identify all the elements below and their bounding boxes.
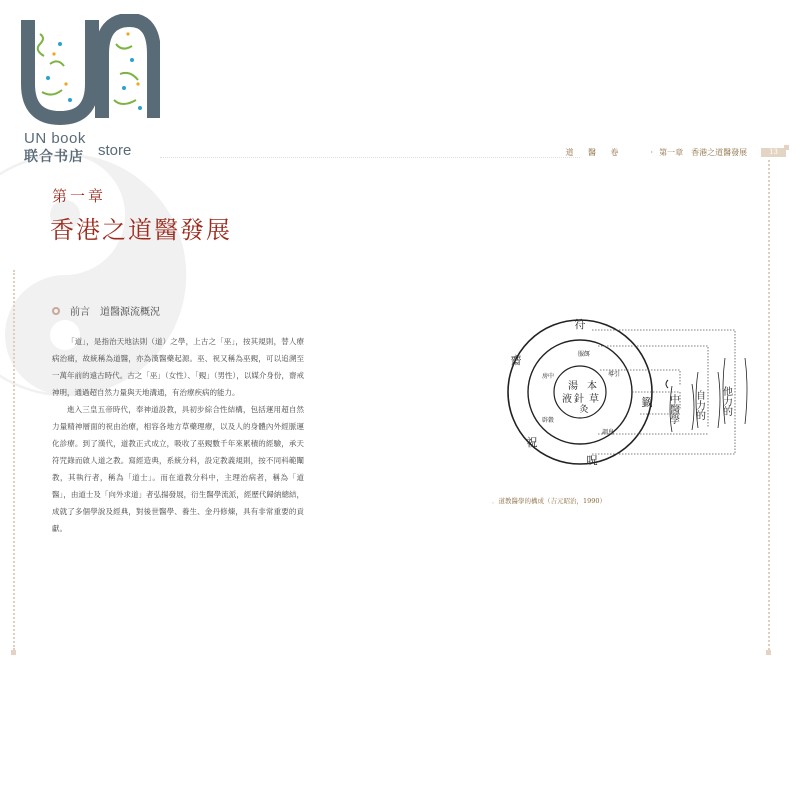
- label-bigu: 辟穀: [541, 417, 555, 424]
- label-jiu: 灸: [579, 405, 589, 415]
- header-sep: ·: [650, 147, 654, 157]
- logo-text-store: store: [98, 142, 132, 159]
- label-fu: 符: [574, 318, 586, 331]
- section-label: 前言: [70, 307, 90, 318]
- label-tang: 湯: [568, 381, 578, 392]
- label-daoyin: 導引: [607, 371, 621, 378]
- label-fangzhong: 房中: [541, 373, 555, 380]
- label-zilide: 自力的: [693, 390, 705, 420]
- label-tiaoxi: 調息: [601, 429, 615, 436]
- label-fuer: 服餌: [577, 351, 591, 358]
- label-zhongyixue: 中醫學: [667, 394, 679, 424]
- logo-text-unbook: UN book: [24, 130, 86, 147]
- label-ye: 液: [562, 394, 572, 405]
- label-zhen: 針: [574, 394, 584, 405]
- running-header: [565, 145, 786, 159]
- paragraph: 「道」，是指治天地法則（道）之學，上古之「巫」，按其規則，替人療病治痛，故統稱為道醫，亦為漢醫藥起源。巫、祝又稱為巫覡，可以追溯至一萬年前的遠古時代。古之「巫」（女性）、「覡」（男性），以媒介身份，齋戒神明，通過超自然力量與天地溝通，有治療疾病的能力。: [52, 337, 304, 397]
- label-zhu: 祝: [526, 436, 538, 449]
- header-chapter: 第一章 香港之道醫發展: [659, 147, 748, 157]
- left-margin-dots: [13, 270, 15, 650]
- header-rule: [160, 157, 580, 158]
- diagram-caption: ．道教醫學的構成（吉元昭治，1990）: [492, 497, 607, 505]
- taoist-medicine-diagram: [480, 310, 780, 500]
- corner-mark: [11, 650, 16, 655]
- corner-mark: [784, 145, 789, 150]
- body-text: [52, 333, 304, 537]
- chapter-title: 香港之道醫發展: [50, 216, 232, 244]
- label-zhou: 呪: [586, 454, 598, 467]
- header-page-number: 13: [761, 148, 786, 157]
- label-cao: 草: [589, 394, 599, 405]
- section-heading: [52, 303, 160, 318]
- paragraph: 進入三皇五帝時代，奉神道設教，具初步綜合性結構，包括運用超自然力量精神層面的祝由治療，相容各地方草藥理療，以及人的身體內外經脈運化診療。到了漢代，道教正式成立，吸收了巫覡數千年來累積的經驗，承天符咒錄而啟人道之教。寫經造典，系統分科，設定教義規則，按不同科範闡教，其執行者，稱為「道士」。而在道教分科中，主理治病者，稱為「道醫」，由道士及「向外求道」者弘揚發展，衍生醫學流派，經歷代歸納總結，成就了多個學說及經典，對後世醫學、養生、金丹修煉，具有非常重要的貢獻。: [52, 405, 304, 533]
- label-tatilide: 他力的: [720, 386, 732, 416]
- label-ben: 本: [587, 381, 597, 392]
- logo-text-chinese: 联合书店: [24, 149, 84, 165]
- label-zhai: 齋: [510, 354, 522, 367]
- label-qian: 籤: [641, 396, 653, 409]
- corner-mark: [766, 650, 771, 655]
- section-title: 道醫源流概況: [100, 307, 160, 318]
- chapter-number: 第一章: [52, 187, 107, 205]
- bullet-icon: [52, 307, 60, 315]
- header-book: 道 醫 卷: [565, 147, 625, 157]
